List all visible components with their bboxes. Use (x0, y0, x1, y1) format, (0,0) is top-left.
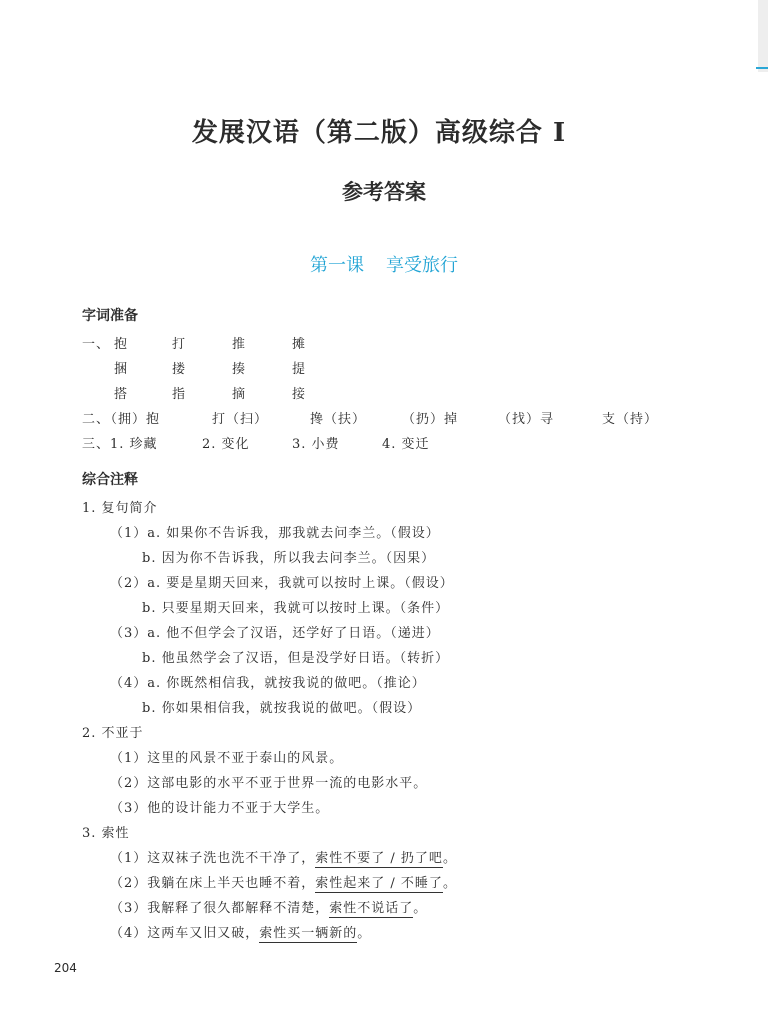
answer-underlined: 索性买一辆新的 (259, 926, 358, 941)
part1-char: 接 (292, 387, 307, 402)
part1-char: 提 (292, 362, 307, 377)
part3-label: 三、 (82, 437, 111, 452)
part1-char: 抱 (114, 337, 129, 352)
part1-label: 一、 (82, 337, 111, 352)
part1-char: 摊 (292, 337, 307, 352)
part1-char: 搭 (114, 387, 129, 402)
answer-line (110, 897, 427, 916)
note-title: 3. 索性 (82, 826, 130, 841)
part2-item: （找）寻 (498, 412, 555, 427)
part3-item: 3. 小费 (292, 437, 340, 452)
example-line: （4）a. 你既然相信我，就按我说的做吧。（推论） (110, 676, 426, 691)
lesson-heading (0, 251, 768, 277)
answer-punct: 。 (442, 851, 457, 866)
part2-item: 搀（扶） (310, 412, 367, 427)
answer-line (110, 922, 371, 941)
part1-char: 揍 (232, 362, 247, 377)
part2-item: （拥）抱 (104, 412, 161, 427)
part1-char: 摘 (232, 387, 247, 402)
part2-item: 打（扫） (212, 412, 269, 427)
lesson-name: 享受旅行 (386, 255, 458, 276)
example-line: b. 因为你不告诉我，所以我去问李兰。（因果） (142, 551, 436, 566)
answer-punct: 。 (357, 926, 372, 941)
note-title: 1. 复句简介 (82, 501, 158, 516)
note-title: 2. 不亚于 (82, 726, 144, 741)
example-line: b. 只要星期天回来，我就可以按时上课。（条件） (142, 601, 450, 616)
answer-punct: 。 (413, 901, 428, 916)
book-title: 发展汉语（第二版）高级综合 I (191, 118, 567, 148)
part1-char: 推 (232, 337, 247, 352)
example-line: b. 他虽然学会了汉语，但是没学好日语。（转折） (142, 651, 450, 666)
example-line: （1）这里的风景不亚于泰山的风景。 (110, 751, 344, 766)
example-line: （2）这部电影的水平不亚于世界一流的电影水平。 (110, 776, 428, 791)
answer-key-title: 参考答案 (342, 180, 426, 204)
answer-underlined: 索性不说话了 (329, 901, 414, 916)
answer-underlined: 索性起来了 / 不睡了 (315, 876, 443, 891)
example-line: （1）a. 如果你不告诉我，那我就去问李兰。（假设） (110, 526, 440, 541)
part2-item: （扔）掉 (402, 412, 459, 427)
example-line: （3）a. 他不但学会了汉语，还学好了日语。（递进） (110, 626, 440, 641)
example-line: （2）a. 要是星期天回来，我就可以按时上课。（假设） (110, 576, 454, 591)
answer-punct: 。 (442, 876, 457, 891)
part2-item: 支（持） (602, 412, 659, 427)
part1-char: 指 (172, 387, 187, 402)
page-number: 204 (54, 961, 77, 975)
answer-underlined: 索性不要了 / 扔了吧 (315, 851, 443, 866)
part3-item: 2. 变化 (202, 437, 250, 452)
part3-item: 4. 变迁 (382, 437, 430, 452)
answer-prompt: （3）我解释了很久都解释不清楚， (110, 901, 330, 916)
part3-item: 1. 珍藏 (110, 437, 158, 452)
section-notes-heading: 综合注释 (82, 472, 138, 488)
part2-label: 二、 (82, 412, 111, 427)
answer-line (110, 872, 457, 891)
page-edge-tab (758, 0, 768, 72)
part1-char: 打 (172, 337, 187, 352)
part1-char: 搂 (172, 362, 187, 377)
answer-prompt: （1）这双袜子洗也洗不干净了， (110, 851, 316, 866)
answer-prompt: （4）这两车又旧又破， (110, 926, 260, 941)
example-line: （3）他的设计能力不亚于大学生。 (110, 801, 330, 816)
lesson-number: 第一课 (310, 255, 364, 276)
example-line: b. 你如果相信我，就按我说的做吧。（假设） (142, 701, 422, 716)
part1-char: 捆 (114, 362, 129, 377)
answer-line (110, 847, 457, 866)
section-vocab-heading: 字词准备 (82, 308, 138, 324)
answer-prompt: （2）我躺在床上半天也睡不着， (110, 876, 316, 891)
page-edge-accent (756, 67, 768, 69)
